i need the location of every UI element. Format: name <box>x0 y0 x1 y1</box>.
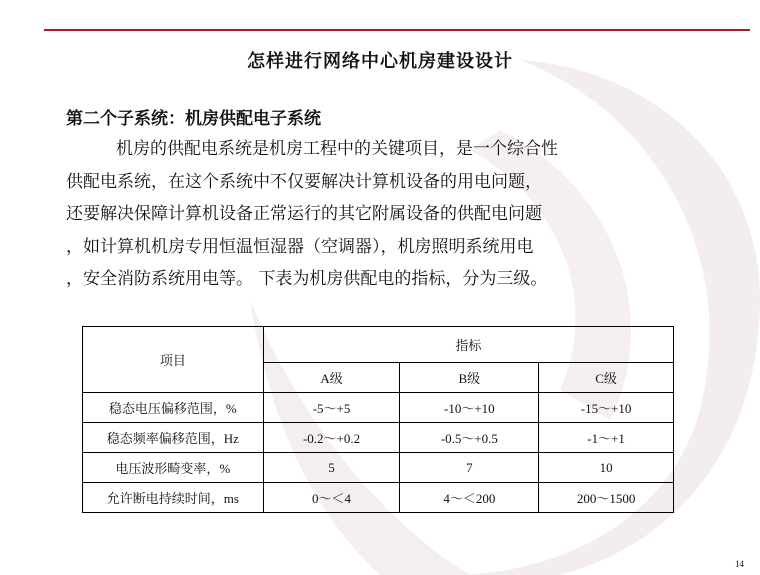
table-cell: 7 <box>400 453 539 483</box>
page-number: 14 <box>735 559 744 569</box>
item-header-cell: 项目 <box>83 327 264 393</box>
paragraph-line: ，如计算机机房专用恒温恒湿器（空调器），机房照明系统用电 <box>66 236 534 257</box>
body-paragraph <box>66 133 696 296</box>
table-cell: 5 <box>263 453 400 483</box>
paragraph-line: 机房的供配电系统是机房工程中的关键项目，是一个综合性 <box>116 139 558 159</box>
paragraph-line: 供配电系统，在这个系统中不仅要解决计算机设备的用电问题， <box>66 171 542 192</box>
header-divider <box>44 29 750 31</box>
index-header-cell: 指标 <box>263 327 673 363</box>
row-label: 电压波形畸变率，% <box>83 453 264 483</box>
table-cell: -10～+10 <box>400 393 539 423</box>
table-row <box>83 393 674 423</box>
grade-a-header: A级 <box>263 363 400 393</box>
table-cell: -0.2～+0.2 <box>263 423 400 453</box>
grade-b-header: B级 <box>400 363 539 393</box>
table-cell: -15～+10 <box>539 393 674 423</box>
slide-title: 怎样进行网络中心机房建设设计 <box>247 51 513 72</box>
table-cell: -0.5～+0.5 <box>400 423 539 453</box>
paragraph-line: ，安全消防系统用电等。 下表为机房供配电的指标，分为三级。 <box>66 269 548 289</box>
section-subtitle: 第二个子系统：机房供配电子系统 <box>66 109 321 129</box>
table-row <box>83 423 674 453</box>
grade-c-header: C级 <box>539 363 674 393</box>
table-cell: -1～+1 <box>539 423 674 453</box>
paragraph-line: 还要解决保障计算机设备正常运行的其它附属设备的供配电问题 <box>66 204 542 224</box>
row-label: 稳态电压偏移范围，% <box>83 393 264 423</box>
table-cell: 0～＜4 <box>263 483 400 513</box>
table-cell: 200～1500 <box>539 483 674 513</box>
table-row <box>83 453 674 483</box>
table-cell: -5～+5 <box>263 393 400 423</box>
power-spec-table <box>82 326 674 513</box>
table-cell: 4～＜200 <box>400 483 539 513</box>
row-label: 稳态频率偏移范围，Hz <box>83 423 264 453</box>
table-cell: 10 <box>539 453 674 483</box>
table-row <box>83 483 674 513</box>
row-label: 允许断电持续时间，ms <box>83 483 264 513</box>
